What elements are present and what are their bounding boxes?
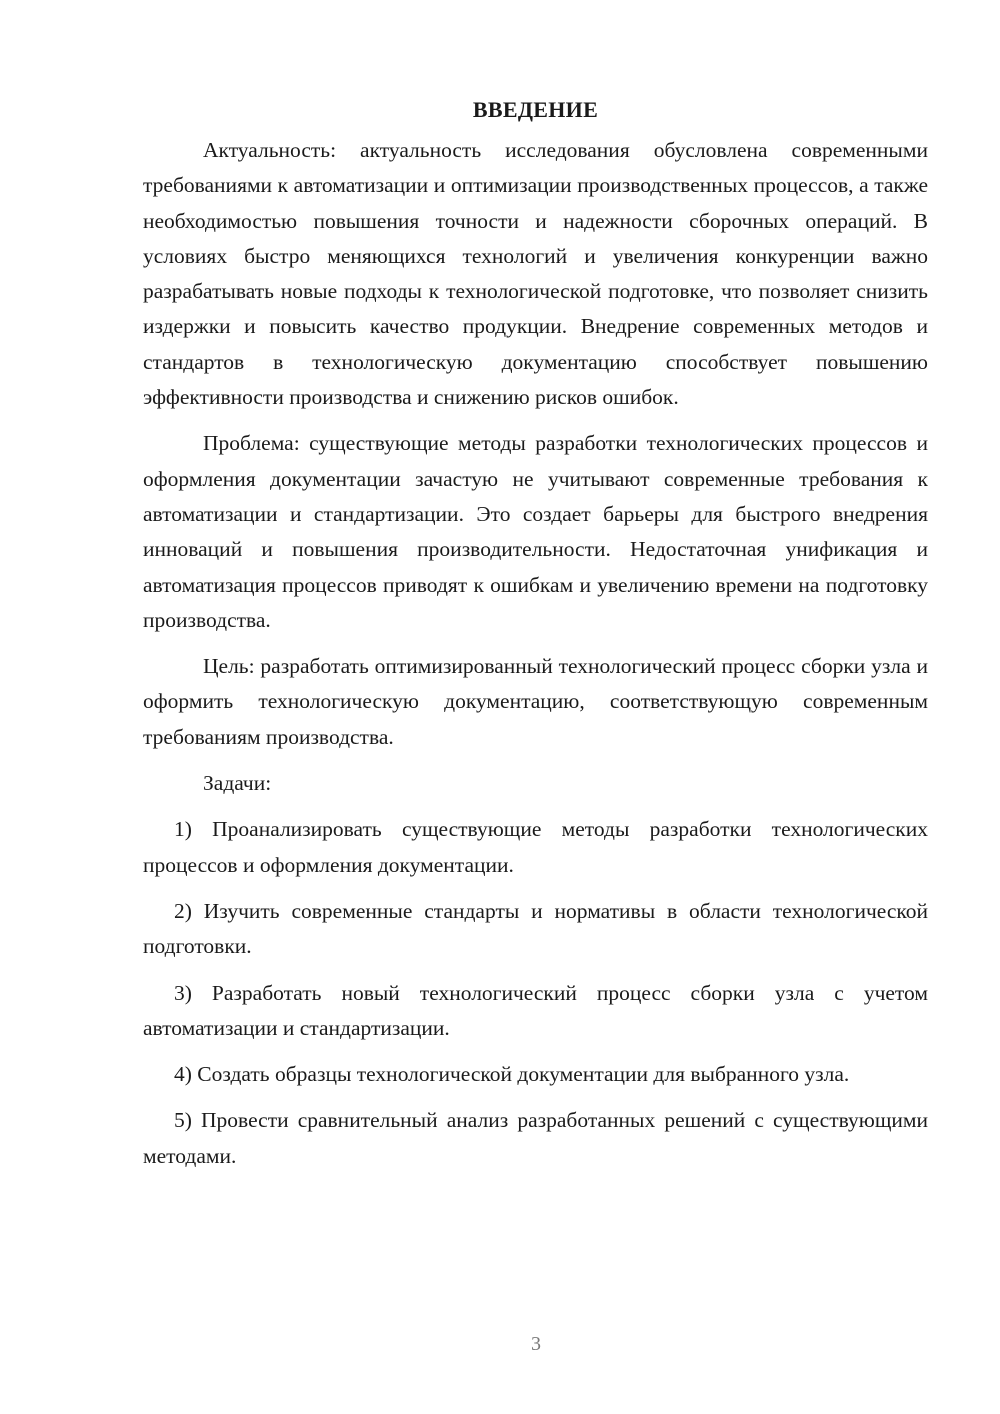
tasks-label: Задачи: <box>203 771 272 796</box>
paragraph-problem: Проблема: существующие методы разработки технологических процессов и оформления документации зачастую не учитывают современные требования к автоматизации и стандартизации. Это создает барьеры для быстрого внедрения инноваций и повышения производительности. Недостаточная унификация и автоматизация процессов приводят к ошибкам и увеличению времени на подготовку производства. <box>143 431 928 632</box>
document-page <box>143 92 928 1185</box>
task-item: 1) Проанализировать существующие методы разработки технологических процессов и оформления документации. <box>143 817 928 877</box>
paragraph-goal: Цель: разработать оптимизированный технологический процесс сборки узла и оформить технологическую документацию, соответствующую современным требованиям производства. <box>143 654 928 749</box>
page-number: 3 <box>531 1333 541 1355</box>
paragraph-relevance: Актуальность: актуальность исследования обусловлена современными требованиями к автоматизации и оптимизации производственных процессов, а также необходимостью повышения точности и надежности сборочных операций. В условиях быстро меняющихся технологий и увеличения конкуренции важно разрабатывать новые подходы к технологической подготовке, что позволяет снизить издержки и повысить качество продукции. Внедрение современных методов и стандартов в технологическую документацию способствует повышению эффективности производства и снижению рисков ошибок. <box>143 138 928 410</box>
task-item: 2) Изучить современные стандарты и нормативы в области технологической подготовки. <box>143 898 928 959</box>
task-item: 4) Создать образцы технологической документации для выбранного узла. <box>174 1062 850 1087</box>
task-item: 5) Провести сравнительный анализ разработанных решений с существующими методами. <box>143 1108 928 1168</box>
task-item: 3) Разработать новый технологический процесс сборки узла с учетом автоматизации и стандартизации. <box>143 980 928 1040</box>
page-title: ВВЕДЕНИЕ <box>472 97 599 122</box>
